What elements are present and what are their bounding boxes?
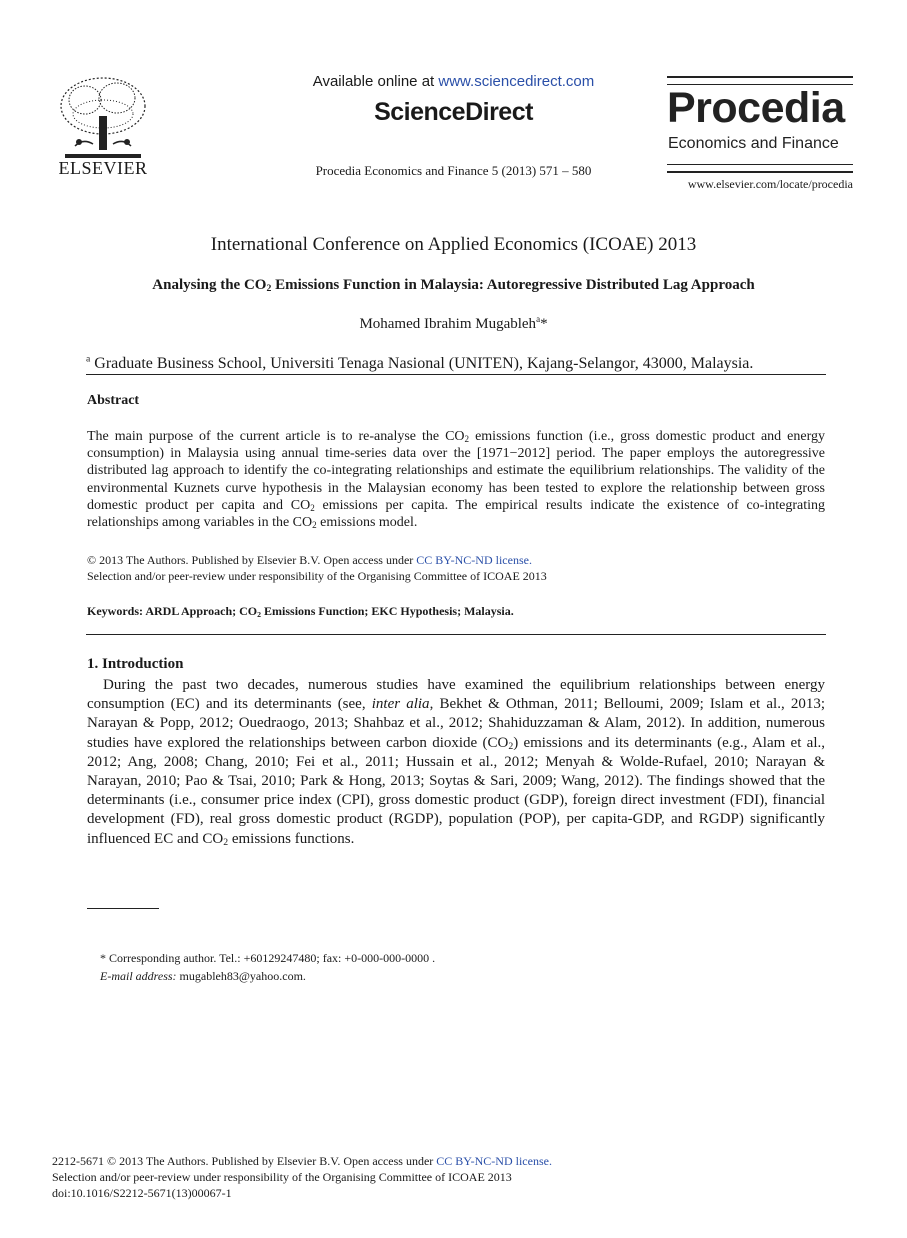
abstract-sub: 2: [464, 434, 470, 444]
available-label: Available online at: [312, 73, 439, 90]
introduction-text: [87, 676, 825, 849]
footnote-email[interactable]: mugableh83@yahoo.com.: [176, 969, 306, 983]
affiliation-text: Graduate Business School, Universiti Tenaga Nasional (UNITEN), Kajang-Selangor, 43000, Malaysia.: [90, 355, 754, 372]
doi[interactable]: doi:10.1016/S2212-5671(13)00067-1: [52, 1186, 232, 1200]
intro-italic: inter alia: [371, 696, 430, 713]
abstract-heading: Abstract: [87, 393, 140, 408]
procedia-subtitle: Economics and Finance: [668, 135, 839, 152]
copyright-line2: Selection and/or peer-review under responsibility of the Organising Committee of ICOAE 2013: [87, 569, 547, 583]
abstract-sub: 2: [310, 502, 315, 513]
copyright-notice: [87, 552, 547, 584]
divider: [86, 634, 826, 635]
author-name: Mohamed Ibrahim Mugableh: [359, 316, 537, 332]
copyright-line1: © 2013 The Authors. Published by Elsevier B.V. Open access under: [87, 553, 417, 567]
title-part2: Emissions Function in Malaysia: Autoregressive Distributed Lag Approach: [271, 277, 755, 293]
affiliation: [86, 355, 753, 373]
intro-p3: ) emissions and its determinants (e.g., Alam et al., 2012; Ang, 2008; Chang, 2010; Fei et al., 2011; Hussain et al., 2012; Menyah & Wolde-Rufael, 2010; Narayan & Narayan, 2010; Pao & Tsai, 2010; Park & Hong, 2013; Soytas & Sari, 2009; Wang, 2012). The findings showed that the determinants (i.e., consumer price index (CPI), gross domestic product (GDP), foreign direct investment (FDI), financial development (FD), real gross domestic product (RGDP), population (POP), per capita-GDP, and RGDP) significantly influenced EC and CO: [87, 734, 825, 847]
divider: [86, 374, 826, 375]
intro-p4: emissions functions.: [228, 830, 355, 847]
intro-p2: , Bekhet & Othman, 2011; Belloumi, 2009; Islam et al., 2013; Narayan & Popp, 2012; Ouedraogo, 2013; Shahbaz et al., 2012; Shahiduzzaman & Alam, 2012). In addition, numerous studies have explored the relationships between carbon dioxide (CO: [87, 696, 826, 751]
abstract-s3: emissions per capita. The empirical results indicate the existence of co-integrating relationships among variables in the CO: [87, 497, 825, 531]
footnote-corresponding: * Corresponding author. Tel.: +60129247480; fax: +0-000-000-0000 .: [100, 951, 436, 965]
abstract-sub: 2: [312, 520, 317, 531]
abstract-s1: The main purpose of the current article is to re-analyse the CO: [87, 429, 465, 444]
section-heading: 1. Introduction: [87, 656, 184, 672]
footnote: [100, 949, 435, 985]
footnote-rule: [87, 908, 159, 909]
paragraph: [87, 676, 825, 849]
sciencedirect-link[interactable]: www.sciencedirect.com: [438, 73, 595, 90]
intro-sub: 2: [223, 836, 229, 848]
title-sub: 2: [266, 283, 272, 294]
publisher-name: ELSEVIER: [58, 158, 148, 178]
sciencedirect-brand: ScienceDirect: [374, 98, 533, 126]
conference-name: International Conference on Applied Economics (ICOAE) 2013: [210, 234, 697, 255]
intro-p1: During the past two decades, numerous studies have examined the equilibrium relationships between energy consumption (EC) and its determinants (see,: [87, 677, 825, 713]
procedia-bottom-rule: [667, 164, 853, 173]
bottom-line1: 2212-5671 © 2013 The Authors. Published by Elsevier B.V. Open access under: [52, 1154, 437, 1168]
intro-sub: 2: [508, 740, 514, 752]
bottom-metadata: [52, 1153, 552, 1201]
author-corresponding-mark: *: [540, 316, 548, 332]
license-link[interactable]: CC BY-NC-ND license.: [416, 553, 532, 567]
journal-reference: Procedia Economics and Finance 5 (2013) 571 – 580: [315, 163, 592, 178]
procedia-title: Procedia: [667, 84, 845, 132]
abstract-s4: emissions model.: [316, 515, 418, 531]
author: [0, 316, 907, 333]
title-part1: Analysing the CO: [152, 277, 267, 293]
author-affiliation-mark: a: [536, 314, 541, 324]
procedia-url[interactable]: www.elsevier.com/locate/procedia: [687, 177, 853, 191]
paper-title: [0, 277, 907, 294]
affiliation-mark: a: [86, 353, 91, 365]
keywords-part1: Keywords: ARDL Approach; CO: [87, 604, 258, 618]
keywords-sub: 2: [257, 610, 262, 619]
abstract-text: [87, 428, 825, 531]
footnote-email-label: E-mail address:: [100, 969, 177, 983]
bottom-line2: Selection and/or peer-review under responsibility of the Organising Committee of ICOAE 2013: [52, 1170, 512, 1184]
abstract-s2: emissions function (i.e., gross domestic product and energy consumption) in Malaysia using annual time-series data over the [1971−2012] period. The paper employs the autoregressive distributed lag approach to identify the co-integrating relationships and estimate the equilibrium relationships. The validity of the environmental Kuznets curve hypothesis in the Malaysian economy has been tested to explore the relationship between gross domestic product per capita and CO: [87, 429, 825, 513]
bottom-license-link[interactable]: CC BY-NC-ND license.: [436, 1154, 552, 1168]
keywords: [87, 604, 514, 619]
keywords-part2: Emissions Function; EKC Hypothesis; Malaysia.: [261, 604, 514, 618]
